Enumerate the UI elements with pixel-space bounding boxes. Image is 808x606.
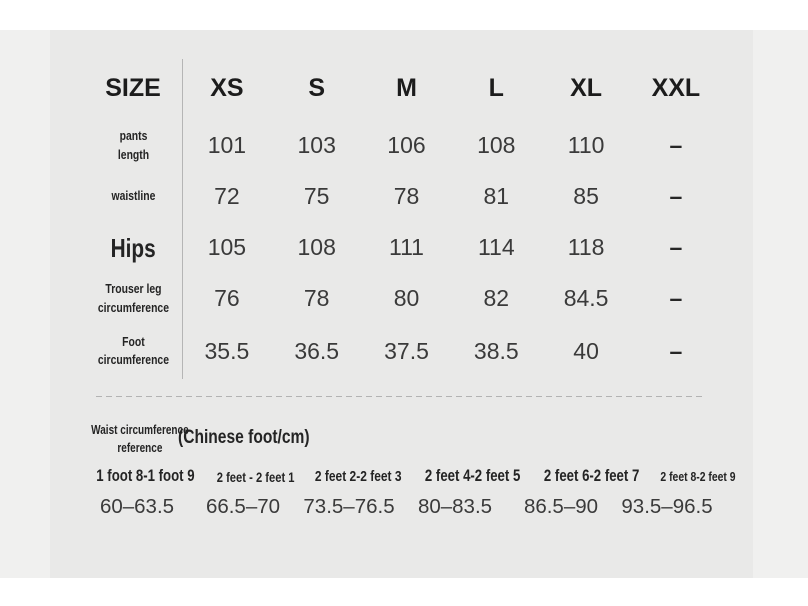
value-cell: 110	[567, 132, 605, 158]
row-label-pants-length: pants length	[117, 128, 149, 162]
feet-range-xl: 2 feet 6-2 feet 7	[543, 467, 640, 485]
value-cell-empty: –	[669, 337, 683, 364]
feet-range-s: 2 feet - 2 feet 1	[216, 468, 295, 485]
chinese-foot-cm-label: (Chinese foot/cm)	[178, 427, 310, 448]
column-header-s: S	[308, 73, 326, 102]
chinese-feet-row	[84, 467, 736, 487]
cm-range-row	[84, 495, 720, 519]
feet-range-m: 2 feet 2-2 feet 3	[314, 467, 402, 485]
column-header-l: L	[488, 73, 504, 102]
waist-reference-label: Waist circumference reference	[91, 423, 189, 456]
size-table	[50, 56, 721, 378]
feet-range-l: 2 feet 4-2 feet 5	[424, 467, 520, 485]
value-cell: 78	[393, 183, 420, 209]
value-cell: 108	[477, 132, 516, 158]
value-cell: 38.5	[473, 337, 519, 364]
value-cell: 72	[214, 183, 240, 209]
value-cell: 36.5	[294, 337, 340, 364]
value-cell: 37.5	[384, 337, 429, 364]
column-header-m: M	[396, 73, 417, 102]
value-cell: 82	[483, 285, 510, 311]
column-header-xs: XS	[210, 73, 244, 102]
row-label-waistline: waistline	[111, 188, 155, 204]
value-cell: 76	[214, 285, 240, 311]
size-header: SIZE	[105, 73, 161, 102]
column-header-xxl: XXL	[651, 73, 701, 102]
row-label-hips: Hips	[110, 232, 156, 263]
feet-range-xs: 1 foot 8-1 foot 9	[96, 467, 195, 485]
value-cell: 80	[393, 285, 420, 311]
value-cell: 78	[303, 285, 330, 311]
value-cell: 103	[297, 132, 336, 158]
value-cell: 85	[573, 183, 599, 209]
value-cell: 101	[207, 132, 247, 158]
value-cell: 106	[387, 132, 426, 158]
cm-range-l: 80–83.5	[417, 495, 493, 518]
feet-range-xxl: 2 feet 8-2 feet 9	[660, 469, 736, 485]
row-label-trouser-leg-circumference: Trouser leg circumference	[97, 281, 169, 315]
value-cell: 75	[303, 183, 330, 209]
cm-range-m: 73.5–76.5	[303, 495, 395, 518]
value-cell: 118	[567, 234, 605, 260]
cm-range-s: 66.5–70	[205, 495, 281, 518]
value-cell-empty: –	[669, 132, 683, 158]
value-cell: 114	[477, 234, 515, 260]
cm-range-xl: 86.5–90	[523, 495, 599, 518]
value-cell: 84.5	[563, 285, 609, 311]
value-cell-empty: –	[669, 234, 683, 260]
cm-range-xs: 60–63.5	[99, 495, 175, 518]
value-cell: 81	[483, 183, 510, 209]
dashed-divider	[96, 396, 704, 397]
row-label-foot-circumference: Foot circumference	[97, 333, 169, 367]
value-cell-empty: –	[669, 183, 683, 209]
value-cell: 108	[297, 234, 336, 260]
value-cell-empty: –	[669, 285, 683, 311]
cm-range-xxl: 93.5–96.5	[621, 495, 713, 518]
value-cell: 105	[207, 234, 247, 260]
value-cell: 40	[573, 337, 599, 364]
value-cell: 35.5	[204, 337, 250, 364]
value-cell: 111	[389, 234, 424, 260]
column-header-xl: XL	[570, 73, 603, 102]
